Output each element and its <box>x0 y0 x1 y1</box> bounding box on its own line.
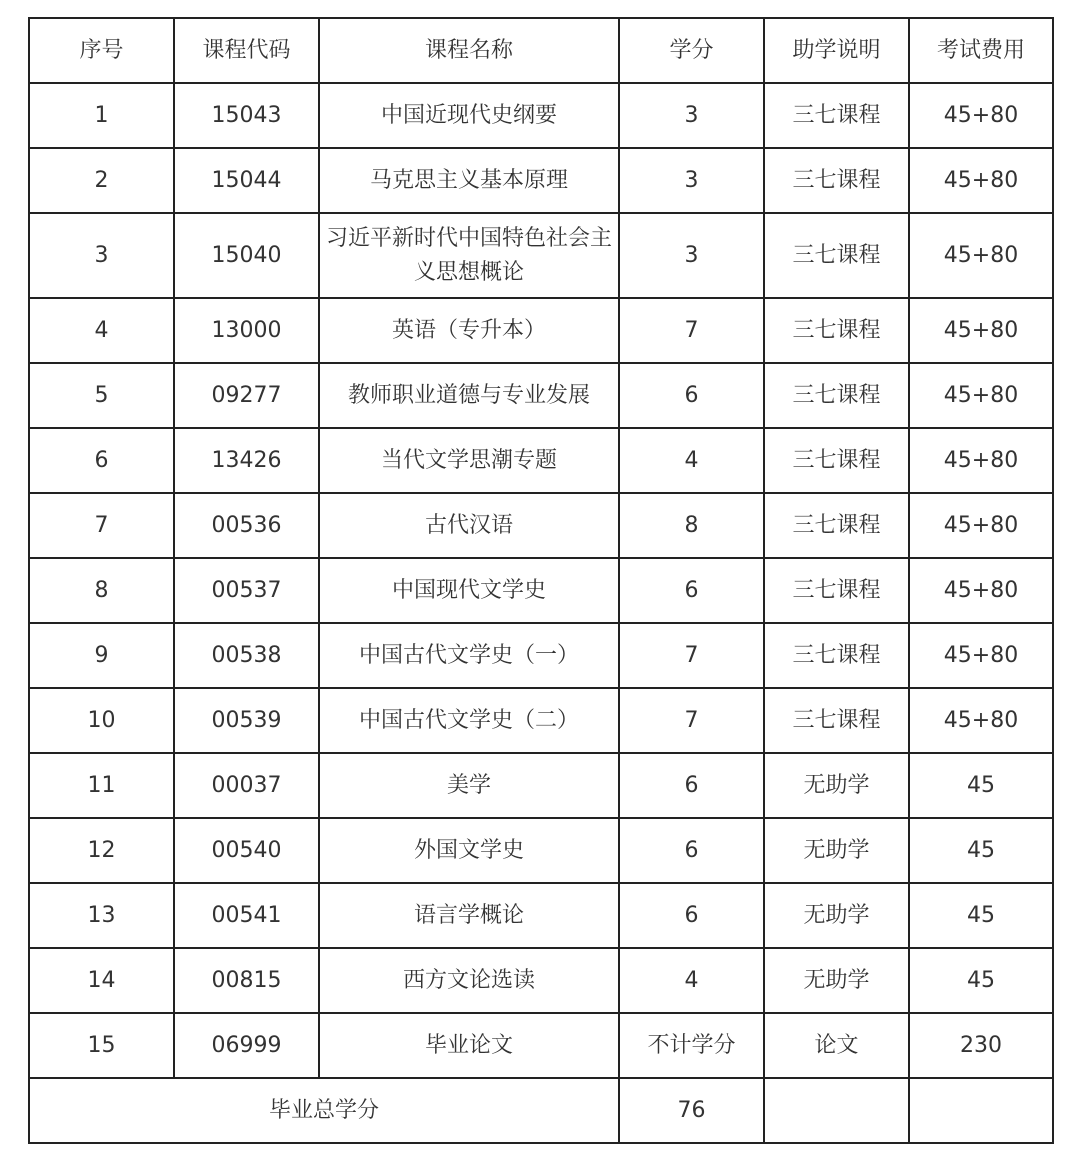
cell-credit: 7 <box>619 623 764 688</box>
table-row <box>29 213 1053 298</box>
cell-note: 三七课程 <box>764 213 909 298</box>
cell-name: 外国文学史 <box>319 818 619 883</box>
cell-no: 4 <box>29 298 174 363</box>
cell-note: 三七课程 <box>764 428 909 493</box>
cell-fee: 45+80 <box>909 558 1053 623</box>
cell-fee: 45 <box>909 883 1053 948</box>
cell-no: 15 <box>29 1013 174 1078</box>
table-row <box>29 818 1053 883</box>
cell-note: 三七课程 <box>764 83 909 148</box>
table-row <box>29 948 1053 1013</box>
cell-no: 7 <box>29 493 174 558</box>
course-table-container <box>28 17 1052 1144</box>
cell-note: 三七课程 <box>764 148 909 213</box>
cell-name: 中国现代文学史 <box>319 558 619 623</box>
cell-credit: 6 <box>619 558 764 623</box>
table-row <box>29 148 1053 213</box>
cell-code: 09277 <box>174 363 319 428</box>
cell-fee: 45+80 <box>909 688 1053 753</box>
cell-fee: 45+80 <box>909 298 1053 363</box>
table-row <box>29 688 1053 753</box>
cell-note: 三七课程 <box>764 298 909 363</box>
total-row <box>29 1078 1053 1143</box>
cell-code: 13426 <box>174 428 319 493</box>
total-credit: 76 <box>619 1078 764 1143</box>
cell-note: 三七课程 <box>764 363 909 428</box>
table-row <box>29 363 1053 428</box>
cell-code: 13000 <box>174 298 319 363</box>
total-note <box>764 1078 909 1143</box>
table-row <box>29 428 1053 493</box>
cell-credit: 8 <box>619 493 764 558</box>
cell-fee: 45 <box>909 818 1053 883</box>
cell-no: 13 <box>29 883 174 948</box>
cell-credit: 4 <box>619 428 764 493</box>
cell-note: 三七课程 <box>764 688 909 753</box>
table-row <box>29 1013 1053 1078</box>
cell-note: 三七课程 <box>764 493 909 558</box>
header-credit: 学分 <box>619 18 764 83</box>
cell-fee: 45+80 <box>909 213 1053 298</box>
cell-code: 00538 <box>174 623 319 688</box>
cell-no: 10 <box>29 688 174 753</box>
cell-name: 教师职业道德与专业发展 <box>319 363 619 428</box>
table-row <box>29 493 1053 558</box>
cell-credit: 6 <box>619 753 764 818</box>
cell-name: 语言学概论 <box>319 883 619 948</box>
cell-no: 8 <box>29 558 174 623</box>
cell-name: 古代汉语 <box>319 493 619 558</box>
cell-credit: 7 <box>619 688 764 753</box>
cell-credit: 6 <box>619 818 764 883</box>
cell-no: 3 <box>29 213 174 298</box>
cell-fee: 45 <box>909 753 1053 818</box>
cell-note: 无助学 <box>764 818 909 883</box>
course-table <box>28 17 1054 1144</box>
cell-note: 无助学 <box>764 948 909 1013</box>
cell-note: 三七课程 <box>764 623 909 688</box>
cell-name: 中国古代文学史（一） <box>319 623 619 688</box>
table-row <box>29 298 1053 363</box>
cell-code: 15043 <box>174 83 319 148</box>
table-row <box>29 558 1053 623</box>
cell-fee: 45+80 <box>909 623 1053 688</box>
cell-name: 毕业论文 <box>319 1013 619 1078</box>
header-name: 课程名称 <box>319 18 619 83</box>
cell-fee: 45+80 <box>909 83 1053 148</box>
header-fee: 考试费用 <box>909 18 1053 83</box>
table-row <box>29 623 1053 688</box>
cell-no: 5 <box>29 363 174 428</box>
cell-no: 1 <box>29 83 174 148</box>
cell-credit: 6 <box>619 363 764 428</box>
cell-credit: 7 <box>619 298 764 363</box>
header-code: 课程代码 <box>174 18 319 83</box>
cell-no: 9 <box>29 623 174 688</box>
cell-note: 三七课程 <box>764 558 909 623</box>
cell-code: 15044 <box>174 148 319 213</box>
cell-name: 习近平新时代中国特色社会主义思想概论 <box>319 213 619 298</box>
cell-fee: 45+80 <box>909 363 1053 428</box>
cell-code: 00037 <box>174 753 319 818</box>
cell-code: 00541 <box>174 883 319 948</box>
cell-fee: 230 <box>909 1013 1053 1078</box>
cell-no: 6 <box>29 428 174 493</box>
cell-code: 00539 <box>174 688 319 753</box>
cell-code: 00537 <box>174 558 319 623</box>
table-header-row <box>29 18 1053 83</box>
cell-code: 00540 <box>174 818 319 883</box>
cell-credit: 3 <box>619 148 764 213</box>
cell-name: 英语（专升本） <box>319 298 619 363</box>
cell-credit: 不计学分 <box>619 1013 764 1078</box>
header-note: 助学说明 <box>764 18 909 83</box>
cell-note: 论文 <box>764 1013 909 1078</box>
table-row <box>29 83 1053 148</box>
cell-fee: 45+80 <box>909 493 1053 558</box>
cell-fee: 45 <box>909 948 1053 1013</box>
cell-name: 中国古代文学史（二） <box>319 688 619 753</box>
header-no: 序号 <box>29 18 174 83</box>
cell-credit: 4 <box>619 948 764 1013</box>
table-body <box>29 83 1053 1078</box>
cell-no: 14 <box>29 948 174 1013</box>
cell-name: 美学 <box>319 753 619 818</box>
cell-name: 当代文学思潮专题 <box>319 428 619 493</box>
cell-name: 西方文论选读 <box>319 948 619 1013</box>
table-row <box>29 883 1053 948</box>
cell-code: 15040 <box>174 213 319 298</box>
cell-no: 12 <box>29 818 174 883</box>
cell-name: 中国近现代史纲要 <box>319 83 619 148</box>
table-row <box>29 753 1053 818</box>
cell-fee: 45+80 <box>909 148 1053 213</box>
cell-note: 无助学 <box>764 883 909 948</box>
cell-code: 06999 <box>174 1013 319 1078</box>
cell-note: 无助学 <box>764 753 909 818</box>
cell-credit: 3 <box>619 213 764 298</box>
cell-credit: 6 <box>619 883 764 948</box>
cell-credit: 3 <box>619 83 764 148</box>
total-label: 毕业总学分 <box>29 1078 619 1143</box>
cell-no: 2 <box>29 148 174 213</box>
cell-fee: 45+80 <box>909 428 1053 493</box>
cell-no: 11 <box>29 753 174 818</box>
cell-code: 00815 <box>174 948 319 1013</box>
cell-code: 00536 <box>174 493 319 558</box>
cell-name: 马克思主义基本原理 <box>319 148 619 213</box>
total-fee <box>909 1078 1053 1143</box>
